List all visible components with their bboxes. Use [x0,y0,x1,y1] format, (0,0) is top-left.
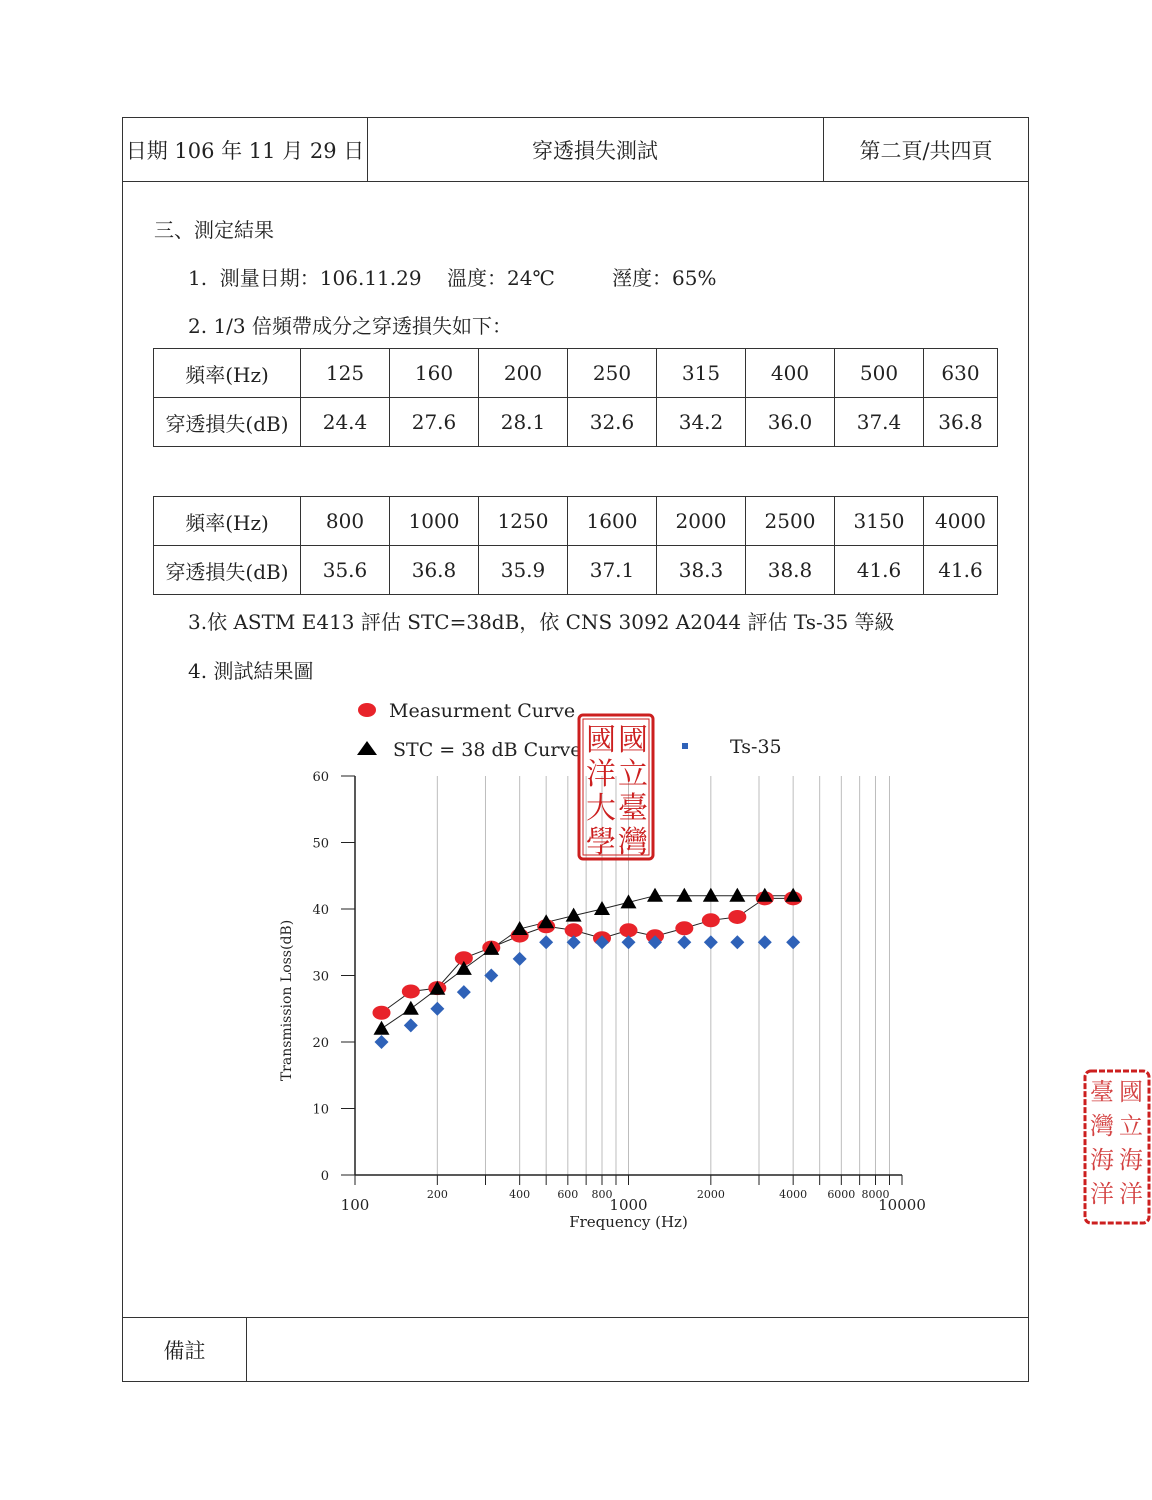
table-cell: 200 [479,349,568,398]
chart-intro: 4. 測試結果圖 [188,659,314,683]
measurement-point [728,910,746,924]
ts35-point [567,935,581,949]
table-cell: 38.3 [657,546,746,595]
stc-point [703,888,719,902]
table-cell: 250 [568,349,657,398]
remarks-label: 備註 [123,1318,247,1382]
x-tick-label: 6000 [827,1188,856,1201]
legend-marker-ts35 [682,743,688,749]
loss-table-1 [153,348,998,447]
x-tick-label: 4000 [779,1188,808,1201]
table-cell: 41.6 [835,546,924,595]
stc-point [374,1021,390,1035]
table-cell: 1600 [568,497,657,546]
table-cell: 36.8 [924,398,998,447]
university-seal-stamp [576,712,656,862]
svg-text:學: 學 [586,825,616,860]
header-page-number: 第二頁/共四頁 [859,138,993,163]
svg-text:灣: 灣 [618,825,648,860]
ts35-point [457,985,471,999]
table-cell: 500 [835,349,924,398]
header-title: 穿透損失測試 [367,118,824,181]
ts35-point [375,1035,389,1049]
svg-text:國: 國 [618,723,648,758]
table-cell: 800 [301,497,390,546]
table-cell: 1000 [390,497,479,546]
table-cell: 24.4 [301,398,390,447]
x-tick-label: 1000 [609,1196,648,1214]
row-label: 頻率(Hz) [154,349,301,398]
table-cell: 160 [390,349,479,398]
ts35-point [513,952,527,966]
measurement-info: 1. 測量日期：106.11.29 溫度：24℃ 溼度：65% [188,266,717,290]
lab-seal-stamp [1082,1068,1152,1226]
measurement-point [675,921,693,935]
svg-text:洋: 洋 [586,757,616,792]
ts35-point [704,935,718,949]
table-row-frequency [154,497,998,546]
svg-text:海: 海 [1090,1146,1114,1174]
svg-text:洋: 洋 [1090,1180,1114,1208]
svg-text:國: 國 [1119,1078,1143,1106]
ts35-point [730,935,744,949]
table-cell: 35.6 [301,546,390,595]
table-cell: 315 [657,349,746,398]
measurement-point [402,984,420,998]
table-row-loss [154,398,998,447]
table-cell: 32.6 [568,398,657,447]
x-tick-label: 400 [509,1188,531,1201]
table-cell: 37.4 [835,398,924,447]
loss-table-2 [153,496,998,595]
chart-grid [437,776,889,1175]
table-cell: 2500 [746,497,835,546]
svg-text:洋: 洋 [1119,1180,1143,1208]
evaluation-text: 3.依 ASTM E413 評估 STC=38dB，依 CNS 3092 A2044 評估 Ts-35 等級 [188,610,895,634]
table-cell: 125 [301,349,390,398]
ts35-point [677,935,691,949]
x-tick-label: 200 [426,1188,448,1201]
y-axis-title: Transmission Loss(dB) [279,919,295,1082]
header-row [123,118,1028,182]
header-date: 日期 106 年 11 月 29 日 [123,118,368,181]
y-tick-label: 30 [312,969,329,985]
row-label: 穿透損失(dB) [154,398,301,447]
table-cell: 28.1 [479,398,568,447]
ts35-point [430,1002,444,1016]
section-heading: 三、測定結果 [154,218,274,242]
table-cell: 400 [746,349,835,398]
stc-point [647,888,663,902]
svg-text:臺: 臺 [618,791,648,826]
table-cell: 38.8 [746,546,835,595]
x-tick-label: 10000 [878,1196,926,1214]
ts35-point [539,935,553,949]
measurement-point [373,1006,391,1020]
legend-marker-measurement [358,703,376,717]
legend-label-measurement: Measurment Curve [389,700,576,722]
table-cell: 41.6 [924,546,998,595]
row-label: 穿透損失(dB) [154,546,301,595]
footer-remarks-row [123,1317,1028,1382]
legend-marker-stc [357,741,377,755]
table-cell: 36.8 [390,546,479,595]
legend-label-stc: STC = 38 dB Curve [393,739,582,761]
row-label: 頻率(Hz) [154,497,301,546]
table-cell: 2000 [657,497,746,546]
measurement-point [702,913,720,927]
svg-text:臺: 臺 [1090,1078,1114,1106]
x-tick-label: 2000 [696,1188,725,1201]
table-row-frequency [154,349,998,398]
y-tick-label: 50 [312,836,329,852]
y-tick-label: 40 [312,903,329,918]
svg-text:立: 立 [618,757,648,792]
table-cell: 630 [924,349,998,398]
x-tick-label: 600 [557,1188,579,1201]
ts35-point [758,935,772,949]
svg-text:海: 海 [1119,1146,1143,1174]
table-cell: 4000 [924,497,998,546]
x-tick-label: 8000 [861,1188,890,1201]
svg-text:灣: 灣 [1090,1112,1114,1140]
stc-point [676,888,692,902]
svg-text:大: 大 [586,791,616,826]
ts35-point [404,1018,418,1032]
table-cell: 27.6 [390,398,479,447]
table-cell: 35.9 [479,546,568,595]
svg-text:國: 國 [586,723,616,758]
chart-legend [357,700,782,761]
svg-text:立: 立 [1119,1112,1143,1140]
measurement-point [620,923,638,937]
stc-point [403,1001,419,1015]
table-cell: 34.2 [657,398,746,447]
ts35-point [622,935,636,949]
table-cell: 36.0 [746,398,835,447]
measurement-point [565,923,583,937]
x-tick-label: 800 [591,1188,613,1201]
y-tick-label: 0 [320,1169,329,1184]
y-tick-label: 60 [312,770,329,785]
y-tick-label: 20 [312,1036,329,1051]
y-tick-label: 10 [312,1102,329,1118]
table-cell: 1250 [479,497,568,546]
ts35-point [484,969,498,983]
legend-label-ts35: Ts-35 [730,736,782,758]
stc-point [729,888,745,902]
ts35-point [786,935,800,949]
table-intro: 2. 1/3 倍頻帶成分之穿透損失如下： [188,314,512,338]
table-row-loss [154,546,998,595]
x-tick-label: 100 [340,1196,370,1214]
table-cell: 37.1 [568,546,657,595]
x-axis-title: Frequency (Hz) [569,1213,688,1231]
table-cell: 3150 [835,497,924,546]
